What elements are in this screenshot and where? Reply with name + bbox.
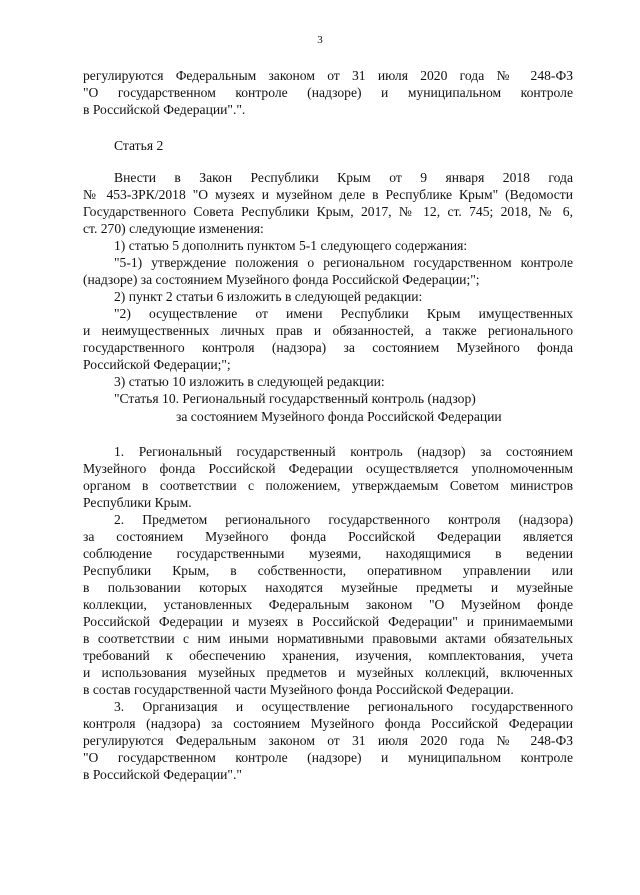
text-line: государственного контроля (надзора) за состоянием Музейного фонда [83, 340, 573, 355]
text-line: 3. Организация и осуществление регионального государственного [114, 699, 573, 714]
text-line: Внести в Закон Республики Крым от 9 января 2018 года [114, 170, 573, 185]
text-line: 1) статью 5 дополнить пунктом 5-1 следующего содержания: [114, 238, 468, 253]
text-line: № 453-ЗРК/2018 "О музеях и музейном деле в Республике Крым" (Ведомости [83, 187, 573, 202]
text-line: в Российской Федерации".". [83, 102, 246, 117]
text-line: "Статья 10. Региональный государственный контроль (надзор) [114, 391, 476, 406]
text-line: контроля (надзора) за состоянием Музейного фонда Российской Федерации [83, 716, 573, 731]
text-line: 3) статью 10 изложить в следующей редакции: [114, 374, 385, 389]
text-line: и использования музейных предметов и музейных коллекций, включенных [83, 665, 573, 680]
text-line: регулируются Федеральным законом от 31 июля 2020 года № 248-ФЗ [83, 68, 573, 83]
text-line: в пользовании которых находятся музейные предметы и музейные [83, 580, 573, 595]
page-number: 3 [317, 34, 323, 46]
text-line: 2. Предметом регионального государственного контроля (надзора) [114, 512, 573, 527]
text-line: 2) пункт 2 статьи 6 изложить в следующей редакции: [114, 289, 423, 304]
text-line: Государственного Совета Республики Крым, 2017, № 12, ст. 745; 2018, № 6, [83, 204, 573, 219]
text-line: за состоянием Музейного фонда Российской Федерации является [83, 529, 573, 544]
text-line: регулируются Федеральным законом от 31 июля 2020 года № 248-ФЗ [83, 733, 573, 748]
text-line: Республики Крым. [83, 495, 192, 510]
text-line: за состоянием Музейного фонда Российской Федерации [176, 409, 502, 424]
article-heading: Статья 2 [114, 138, 164, 153]
text-line: "5-1) утверждение положения о региональном государственном контроле [114, 255, 573, 270]
text-line: в состав государственной части Музейного фонда Российской Федерации. [83, 682, 514, 697]
text-line: "2) осуществление от имени Республики Крым имущественных [114, 306, 573, 321]
text-line: (надзоре) за состоянием Музейного фонда Российской Федерации;"; [83, 272, 480, 287]
text-line: "О государственном контроле (надзоре) и муниципальном контроле [83, 85, 573, 100]
text-line: Республики Крым, в собственности, оперативном управлении или [83, 563, 573, 578]
text-line: и неимущественных личных прав и обязанностей, а также регионального [83, 323, 573, 338]
text-line: коллекции, установленных Федеральным законом "О Музейном фонде [83, 597, 573, 612]
text-line: требований к обеспечению хранения, изучения, комплектования, учета [83, 648, 573, 663]
text-line: ст. 270) следующие изменения: [83, 221, 264, 236]
text-line: Российской Федерации и музеях в Российской Федерации" и принимаемыми [83, 614, 573, 629]
text-line: органом в соответствии с положением, утверждаемым Советом министров [83, 478, 573, 493]
text-line: соблюдение государственными музеями, находящимися в ведении [83, 546, 573, 561]
text-line: 1. Региональный государственный контроль (надзор) за состоянием [114, 444, 573, 459]
text-line: в Российской Федерации"." [83, 767, 242, 782]
text-line: "О государственном контроле (надзоре) и муниципальном контроле [83, 750, 573, 765]
text-line: в соответствии с ним иными нормативными правовыми актами обязательных [83, 631, 573, 646]
text-line: Российской Федерации;"; [83, 357, 231, 372]
text-line: Музейного фонда Российской Федерации осуществляется уполномоченным [83, 461, 573, 476]
